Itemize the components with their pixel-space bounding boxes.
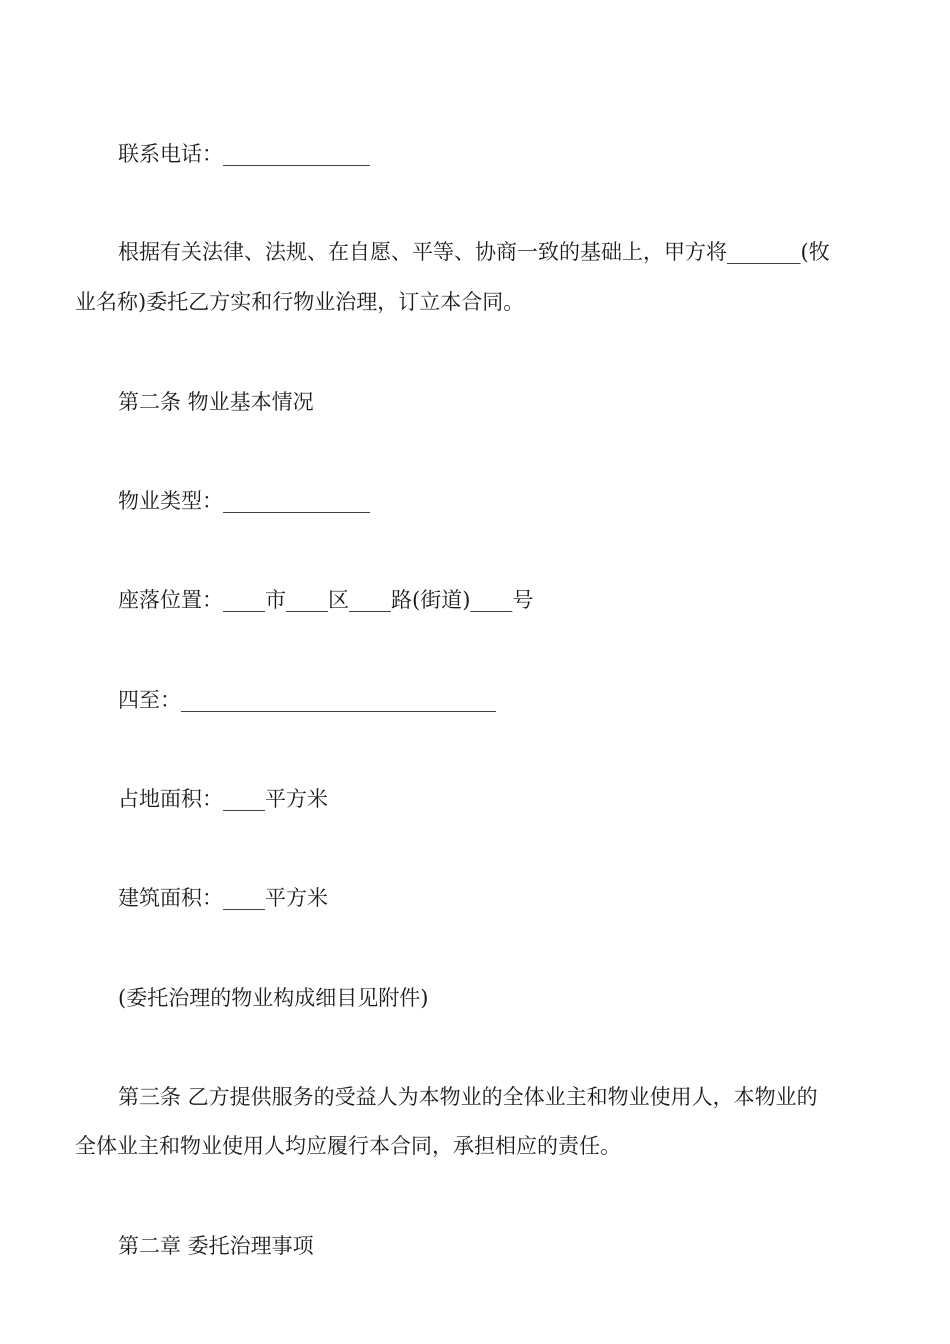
attachment-note: (委托治理的物业构成细目见附件) xyxy=(118,986,429,1010)
contact-phone-line: 联系电话：______________ xyxy=(118,142,370,166)
boundaries-line: 四至：______________________________ xyxy=(118,688,496,712)
building-area-line: 建筑面积：____平方米 xyxy=(118,886,328,910)
land-area-line: 占地面积：____平方米 xyxy=(118,787,328,811)
location-line: 座落位置：____市____区____路(街道)____号 xyxy=(118,588,534,612)
intro-paragraph-line-2: 业名称)委托乙方实和行物业治理，订立本合同。 xyxy=(75,290,525,314)
article-3-line-1: 第三条 乙方提供服务的受益人为本物业的全体业主和物业使用人，本物业的 xyxy=(118,1085,818,1109)
article-3-line-2: 全体业主和物业使用人均应履行本合同，承担相应的责任。 xyxy=(75,1134,621,1158)
chapter-2-title: 第二章 委托治理事项 xyxy=(118,1234,314,1258)
property-type-line: 物业类型：______________ xyxy=(118,489,370,513)
intro-paragraph-line-1: 根据有关法律、法规、在自愿、平等、协商一致的基础上，甲方将_______(牧 xyxy=(118,240,830,264)
article-2-title: 第二条 物业基本情况 xyxy=(118,390,314,414)
